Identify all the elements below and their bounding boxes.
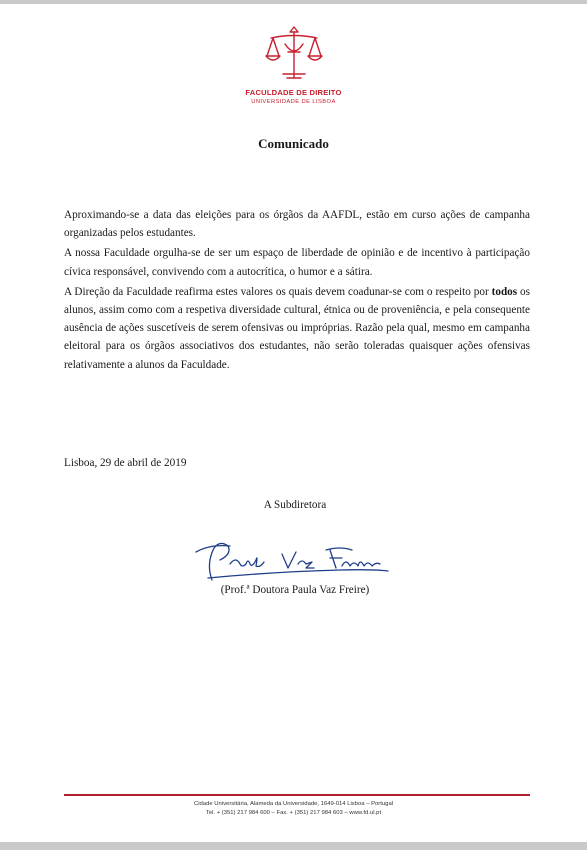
letter-body [64, 206, 530, 376]
signer-name: (Prof.ª Doutora Paula Vaz Freire) [220, 584, 370, 596]
document-title: Comunicado [258, 136, 329, 151]
footer-divider [64, 794, 530, 796]
paragraph-2: A nossa Faculdade orgulha-se de ser um espaço de liberdade de opinião e de incentivo à participação cívica responsável, convivendo com a autocrítica, o humor e a sátira. [64, 247, 530, 278]
faculty-logo [0, 24, 587, 105]
footer-line-address: Cidade Universitária, Alameda da Universidade, 1649-014 Lisboa – Portugal [193, 801, 394, 807]
scales-of-justice-icon [263, 24, 325, 82]
paragraph-1: Aproximando-se a data das eleições para os órgãos da AAFDL, estão em curso ações de campanha organizadas pelos estudantes. [64, 209, 530, 240]
paragraph-3: A Direção da Faculdade reafirma estes valores os quais devem coadunar-se com o respeito por todos os alunos, assim como com a respetiva diversidade cultural, étnica ou de proveniência, e pela consequente ausência de ações suscetíveis de serem ofensivas ou impróprias. Razão pela qual, mesmo em campanha eleitoral para os órgãos associativos dos estudantes, não serão toleradas quaisquer ações ofensivas relativamente a alunos da Faculdade. [64, 285, 530, 371]
footer-line-contacts: Tel. + (351) 217 984 600 – Fax. + (351) 217 984 603 – www.fd.ul.pt [205, 810, 382, 816]
signer-role: A Subdiretora [263, 499, 327, 511]
emphasis-todos: todos [491, 285, 518, 298]
logo-university-name: UNIVERSIDADE DE LISBOA [251, 99, 336, 105]
footer-address [0, 800, 587, 818]
handwritten-signature [190, 534, 400, 589]
letter-page [0, 4, 587, 842]
letter-date: Lisboa, 29 de abril de 2019 [64, 457, 187, 469]
logo-faculty-name: FACULDADE DE DIREITO [245, 88, 342, 97]
